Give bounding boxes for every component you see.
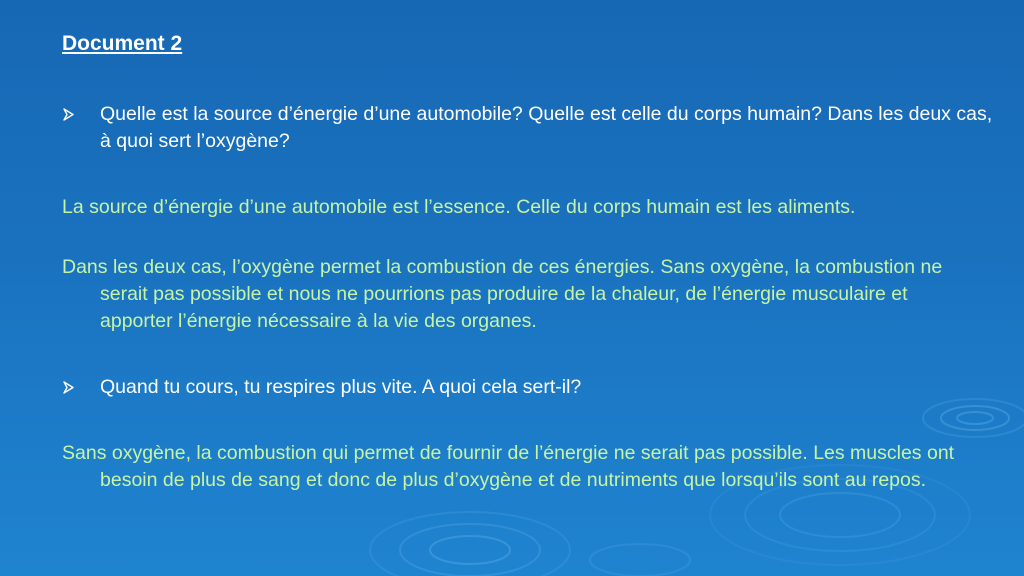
answer-1: La source d’énergie d’une automobile est l’essence. Celle du corps humain est les aliments. bbox=[62, 196, 856, 218]
answer-2: Dans les deux cas, l’oxygène permet la combustion de ces énergies. Sans oxygène, la combustion ne serait pas possible et nous ne pourrions pas produire de la chaleur, de l’énergie musculaire et apporter l’énergie nécessaire à la vie des organes. bbox=[62, 256, 943, 332]
slide-title: Document 2 bbox=[62, 32, 183, 55]
arrow-bullet-icon bbox=[62, 374, 76, 401]
answer-3: Sans oxygène, la combustion qui permet de fournir de l’énergie ne serait pas possible. Les muscles ont besoin de plus de sang et donc de plus d’oxygène et de nutriments que lorsqu’ils sont au repos. bbox=[62, 442, 955, 491]
arrow-bullet-icon bbox=[62, 101, 76, 128]
question-1-text: Quelle est la source d’énergie d’une automobile? Quelle est celle du corps humain? Dans les deux cas, à quoi sert l’oxygène? bbox=[100, 103, 993, 152]
question-2-text: Quand tu cours, tu respires plus vite. A quoi cela sert-il? bbox=[100, 376, 582, 398]
